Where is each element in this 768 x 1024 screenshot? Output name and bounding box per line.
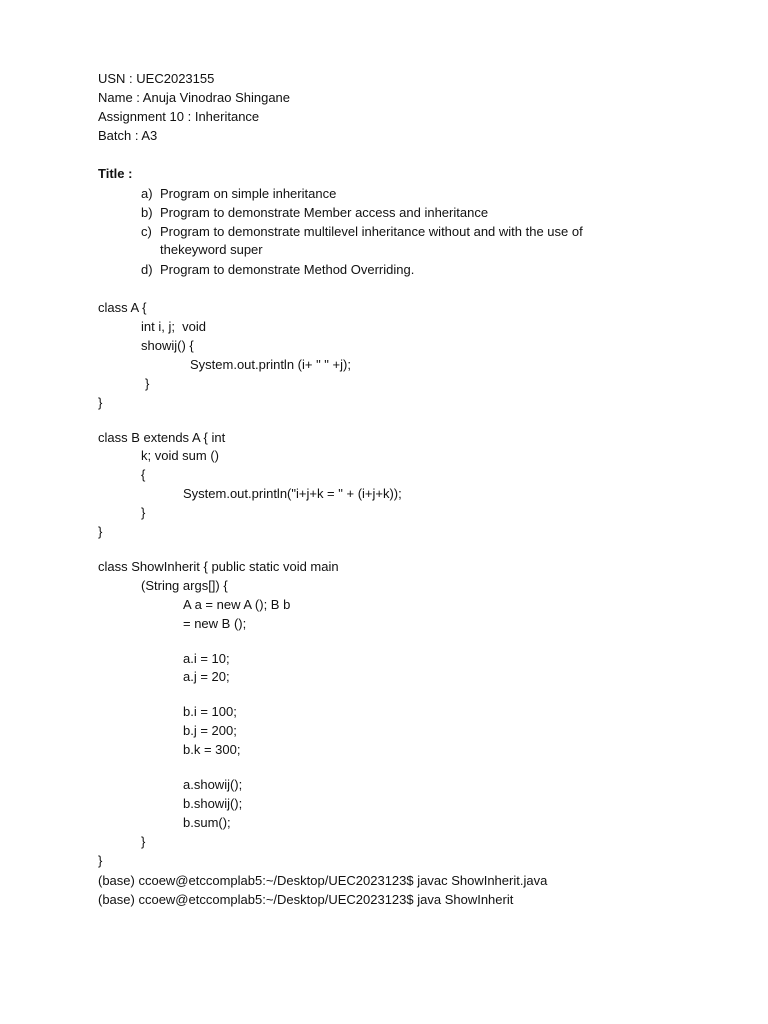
list-item: Program to demonstrate Method Overriding. (160, 262, 415, 277)
code-line: System.out.println("i+j+k = " + (i+j+k)); (183, 486, 402, 501)
code-line: A a = new A (); B b (183, 597, 291, 612)
assignment-line: Assignment 10 : Inheritance (98, 109, 260, 124)
list-marker: a) (141, 186, 153, 201)
code-line: k; void sum () (141, 448, 220, 463)
code-line: class B extends A { int (98, 430, 226, 445)
title-label: Title : (98, 166, 133, 181)
code-line: } (98, 395, 103, 410)
code-line: } (98, 524, 103, 539)
code-line: b.showij(); (183, 796, 243, 811)
code-line: b.k = 300; (183, 742, 241, 757)
code-line: b.sum(); (183, 815, 231, 830)
code-line: b.i = 100; (183, 704, 237, 719)
code-line: a.j = 20; (183, 669, 230, 684)
usn-line: USN : UEC2023155 (98, 71, 215, 86)
list-item: Program to demonstrate Member access and inheritance (160, 205, 489, 220)
list-item: Program on simple inheritance (160, 186, 337, 201)
list-marker: d) (141, 262, 153, 277)
code-line: int i, j; void (141, 319, 207, 334)
code-line: class ShowInherit { public static void main (98, 559, 339, 574)
list-marker: c) (141, 224, 152, 239)
code-line: { (141, 467, 146, 482)
code-line: } (98, 853, 103, 868)
name-line: Name : Anuja Vinodrao Shingane (98, 90, 291, 105)
code-line: } (141, 505, 146, 520)
code-line: } (145, 376, 150, 391)
code-line: a.showij(); (183, 777, 243, 792)
code-line: System.out.println (i+ " " +j); (190, 357, 351, 372)
code-line: a.i = 10; (183, 651, 230, 666)
terminal-line: (base) ccoew@etccomplab5:~/Desktop/UEC2023123$ javac ShowInherit.java (98, 873, 548, 888)
code-line: b.j = 200; (183, 723, 237, 738)
code-line: (String args[]) { (141, 578, 228, 593)
code-line: showij() { (141, 338, 194, 353)
list-item-continuation: thekeyword super (160, 242, 263, 257)
code-line: class A { (98, 300, 147, 315)
batch-line: Batch : A3 (98, 128, 158, 143)
code-line: } (141, 834, 146, 849)
terminal-line: (base) ccoew@etccomplab5:~/Desktop/UEC2023123$ java ShowInherit (98, 892, 514, 907)
code-line: = new B (); (183, 616, 247, 631)
list-marker: b) (141, 205, 153, 220)
list-item: Program to demonstrate multilevel inheritance without and with the use of (160, 224, 583, 239)
